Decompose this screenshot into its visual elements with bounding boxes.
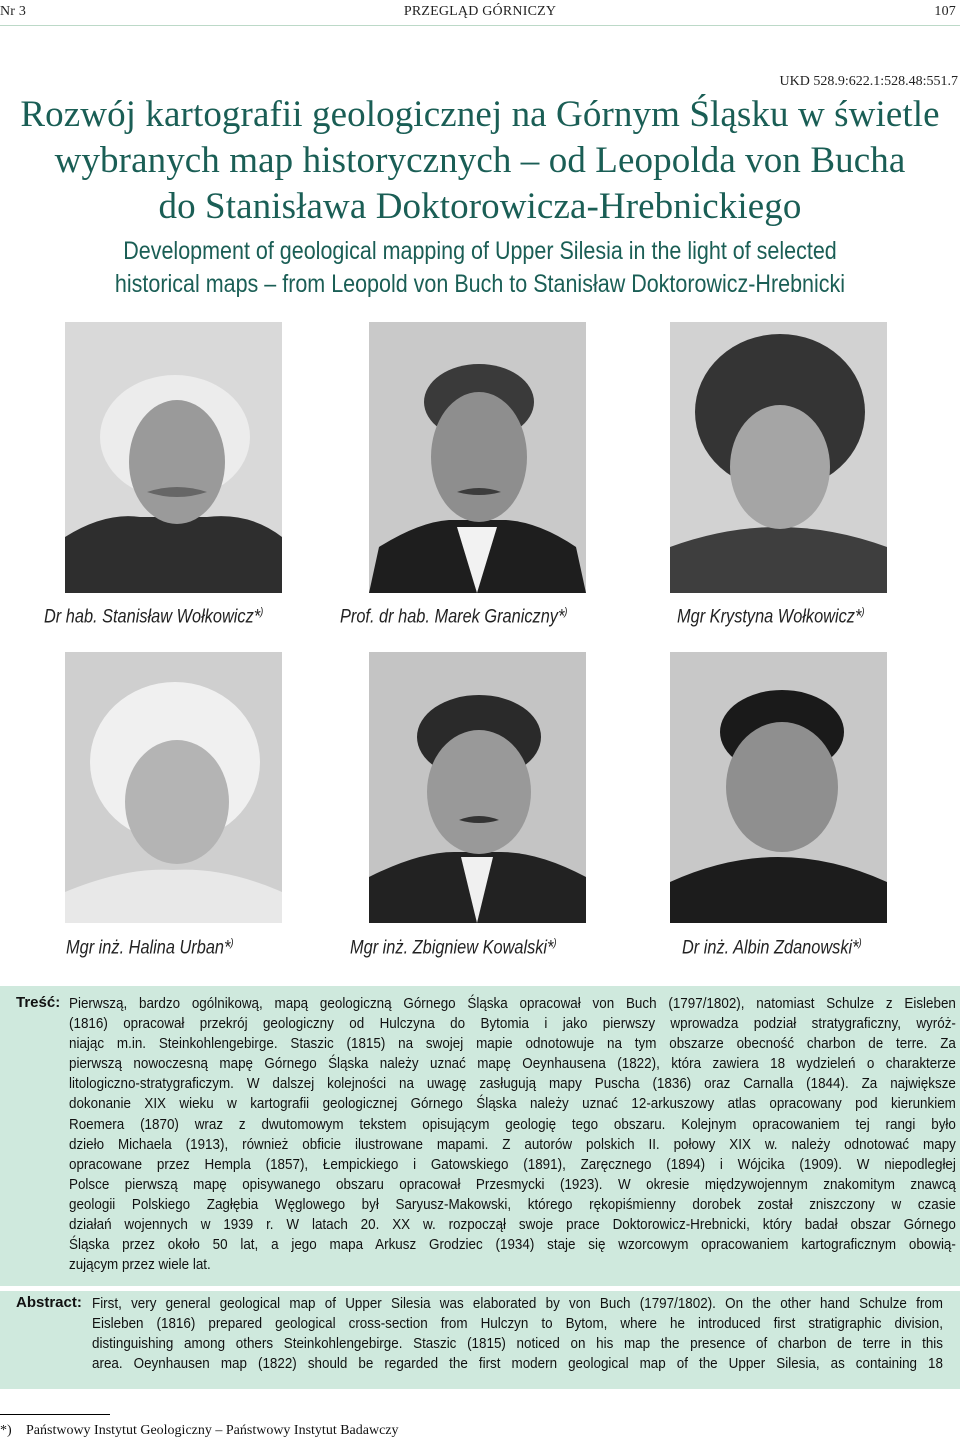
header-divider bbox=[0, 25, 960, 26]
abstract-line: area. Oeynhausen map (1822) should be regarded the first modern geological map of the Upper Silesia, as containing 18 bbox=[92, 1356, 943, 1373]
tresc-line: Śląska przez około 50 lat, a jego mapa Arkusz Grodziec (1934) staje się wzorcowym opracowaniem kartograficznym obowią- bbox=[69, 1237, 956, 1254]
title-english-line: Development of geological mapping of Upper Silesia in the light of selected bbox=[123, 237, 837, 265]
title-polish-line: wybranych map historycznych – od Leopolda von Bucha bbox=[54, 140, 906, 181]
author-caption: Dr inż. Albin Zdanowski*) bbox=[682, 937, 862, 959]
author-photo-wolkowicz-s bbox=[65, 322, 282, 593]
abstract-line: First, very general geological map of Upper Silesia was elaborated by von Buch (1797/1802). On the other hand Schulze from bbox=[92, 1296, 943, 1312]
footnote-text: Państwowy Instytut Geologiczny – Państwowy Instytut Badawczy bbox=[26, 1423, 399, 1438]
title-english-line: historical maps – from Leopold von Buch to Stanisław Doktorowicz-Hrebnicki bbox=[114, 270, 846, 298]
tresc-text bbox=[69, 994, 956, 1275]
tresc-line: dokonanie XIX wieku w kartografii geologicznej Górnego Śląska należy uznać 12-arkuszowy atlas opracowany pod kierunkiem bbox=[69, 1096, 956, 1113]
author-photo-wolkowicz-k bbox=[670, 322, 887, 593]
author-caption: Mgr Krystyna Wołkowicz*) bbox=[677, 606, 865, 628]
author-caption: Mgr inż. Zbigniew Kowalski*) bbox=[350, 937, 557, 959]
title-english bbox=[67, 235, 893, 301]
author-caption: Prof. dr hab. Marek Graniczny*) bbox=[340, 606, 568, 628]
tresc-line: (1816) opracował przekrój geologiczny od Hulczyna do Bytomia i jako pierwszy wprowadza podział stratygraficzny, wyróż- bbox=[69, 1016, 956, 1033]
tresc-line: Roemera (1870) wraz z dwutomowym tekstem opisującym geologię tego obszaru. Kolejnym opracowaniem tej rangi było bbox=[69, 1116, 956, 1133]
tresc-line: niając m.in. Steinkohlengebirge. Staszic (1815) na swojej mapie odnotowuje na tym obszarze obecność charbon de terre. Za bbox=[69, 1036, 956, 1053]
portrait-image bbox=[65, 322, 282, 593]
tresc-line: Pierwszą, bardzo ogólnikową, mapą geologiczną Górnego Śląska opracował von Buch (1797/1802), natomiast Schulze z Eisleben bbox=[69, 996, 956, 1012]
tresc-line: opracowane przez Hempla (1857), Łempickiego i Gatowskiego (1891), Zaręcznego (1894) i Wójcika (1909). W niepodległej bbox=[69, 1156, 956, 1173]
tresc-line: litologiczno-stratygraficzym. W dalszej kolejności na uwagę zasługują mapy Puscha (1836) oraz Carnalla (1844). Za największe bbox=[69, 1076, 956, 1093]
tresc-label: Treść: bbox=[16, 994, 61, 1011]
author-photo-kowalski bbox=[369, 652, 586, 923]
abstract-line: distinguishing among others Steinkohlengebirge. Staszic (1815) noticed on his map the presence of charbon de terre in this bbox=[92, 1336, 943, 1353]
portrait-image bbox=[369, 322, 586, 593]
abstract-label: Abstract: bbox=[16, 1294, 82, 1311]
tresc-line: Polsce pierwszą mapę opisywanego obszaru opracował Przesmycki (1923). W okresie międzywojennym znakomitym znawcą bbox=[69, 1176, 956, 1193]
author-photo-zdanowski bbox=[670, 652, 887, 923]
portrait-image bbox=[670, 652, 887, 923]
tresc-line: geologii Polskiego Zagłębia Węglowego był Saryusz-Makowski, którego rękopiśmienny dorobek został zniszczony w czasie bbox=[69, 1196, 956, 1213]
author-caption: Dr hab. Stanisław Wołkowicz*) bbox=[44, 606, 264, 628]
page-number: 107 bbox=[934, 4, 956, 19]
abstract-text bbox=[92, 1294, 943, 1374]
abstract-line: Eisleben (1816) prepared geological cross-section from Hulczyn to Bytom, where he introduced first stratigraphic division, bbox=[92, 1316, 943, 1333]
issue-number: Nr 3 bbox=[0, 4, 27, 19]
portrait-image bbox=[369, 652, 586, 923]
footnote bbox=[0, 1423, 399, 1439]
tresc-line: działań wojennych w 1939 r. W latach 20. XX w. rozpoczął swoje prace Doktorowicz-Hrebnicki, który badał obszar Górnego bbox=[69, 1217, 956, 1234]
title-polish-line: Rozwój kartografii geologicznej na Górnym Śląsku w świetle bbox=[20, 94, 940, 135]
portrait-image bbox=[670, 322, 887, 593]
footnote-mark: *) bbox=[0, 1423, 12, 1438]
author-photo-graniczny bbox=[369, 322, 586, 593]
ukd-code: UKD 528.9:622.1:528.48:551.7 bbox=[779, 74, 958, 89]
tresc-line: dzieło Michaela (1913), również obficie ilustrowane mapami. Z autorów polskich II. połowy XIX w. należy odnotować mapy bbox=[69, 1136, 956, 1153]
title-polish-line: do Stanisława Doktorowicza-Hrebnickiego bbox=[158, 186, 802, 227]
title-polish bbox=[0, 92, 960, 230]
tresc-line: pierwszą nowoczesną mapę Górnego Śląska należy uznać mapę Oeynhausena (1822), która zawiera 18 wydzieleń o charakterze bbox=[69, 1056, 956, 1073]
author-caption: Mgr inż. Halina Urban*) bbox=[66, 937, 234, 959]
author-photo-urban bbox=[65, 652, 282, 923]
footnote-rule bbox=[0, 1414, 110, 1415]
portrait-image bbox=[65, 652, 282, 923]
tresc-line: zującym przez wiele lat. bbox=[69, 1257, 211, 1274]
journal-name: PRZEGLĄD GÓRNICZY bbox=[403, 4, 557, 19]
